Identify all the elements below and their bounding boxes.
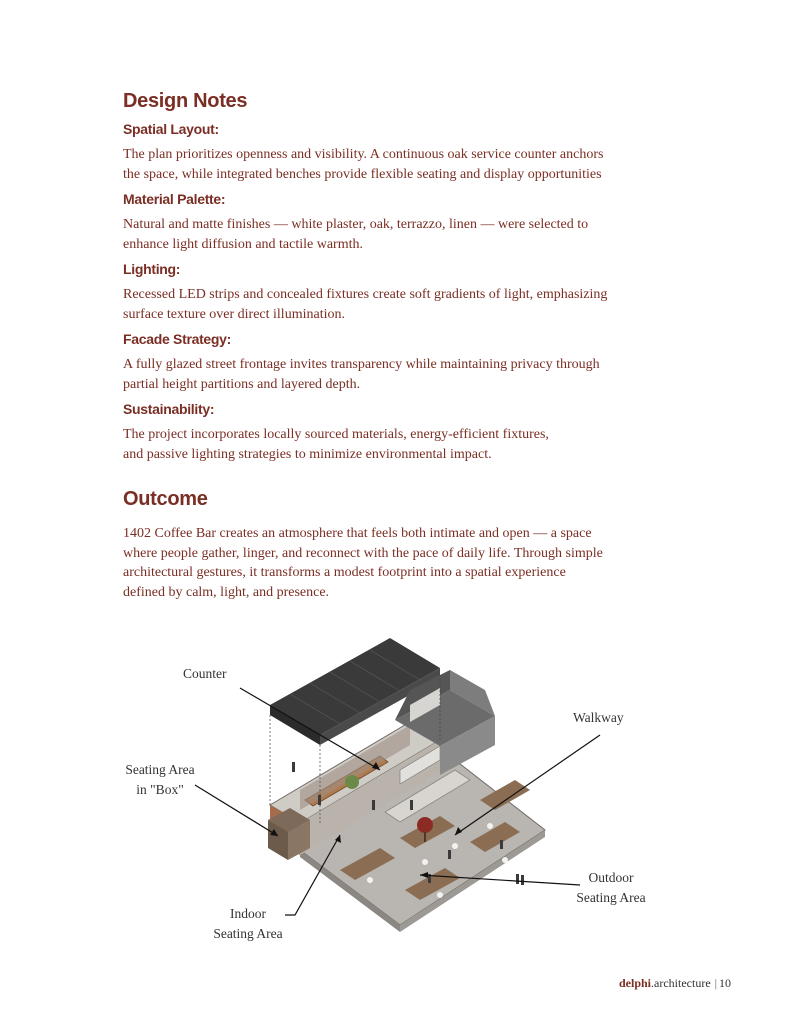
material-palette-heading: Material Palette:: [123, 191, 226, 207]
spatial-layout-text: [123, 145, 683, 184]
page-number: 10: [719, 976, 732, 990]
sustainability-heading: Sustainability:: [123, 401, 215, 417]
outcome-text: [123, 524, 683, 602]
outcome-title: Outcome: [123, 488, 208, 510]
counter-label: Counter: [183, 666, 227, 681]
footer-separator: |: [714, 976, 718, 990]
sustainability-text: [123, 425, 683, 464]
facade-strategy-line-1: A fully glazed street frontage invites transparency while maintaining privacy through: [123, 357, 600, 372]
facade-strategy-line-2: partial height partitions and layered depth.: [123, 376, 361, 392]
indoor-seating-label-line-2: Seating Area: [213, 926, 283, 941]
outdoor-seating-label: [563, 868, 659, 908]
lighting-text: [123, 285, 683, 324]
indoor-seating-label-line-1: Indoor: [230, 906, 266, 921]
facade-strategy-heading: Facade Strategy:: [123, 331, 232, 347]
outcome-line-2: where people gather, linger, and reconnect with the pace of daily life. Through simple: [123, 545, 603, 561]
page-footer: [619, 976, 731, 991]
spatial-layout-line-1: The plan prioritizes openness and visibility. A continuous oak service counter anchors: [123, 147, 604, 162]
footer-brand: delphi: [619, 976, 652, 990]
footer-brand-suffix: .architecture: [651, 976, 711, 990]
outdoor-seating-label-line-2: Seating Area: [576, 890, 646, 905]
spatial-layout-line-2: the space, while integrated benches provide flexible seating and display opportunities: [123, 166, 602, 182]
lighting-heading: Lighting:: [123, 261, 181, 277]
material-palette-text: [123, 215, 683, 254]
sustainability-line-1: The project incorporates locally sourced materials, energy-efficient fixtures,: [123, 427, 549, 442]
outcome-line-1: 1402 Coffee Bar creates an atmosphere that feels both intimate and open — a space: [123, 526, 592, 541]
lighting-line-2: surface texture over direct illumination.: [123, 306, 345, 322]
material-palette-line-1: Natural and matte finishes — white plaster, oak, terrazzo, linen — were selected to: [123, 217, 589, 232]
design-notes-title: Design Notes: [123, 90, 248, 112]
material-palette-line-2: enhance light diffusion and tactile warmth.: [123, 236, 364, 252]
facade-strategy-text: [123, 355, 683, 394]
sustainability-line-2: and passive lighting strategies to minimize environmental impact.: [123, 446, 492, 462]
seating-box-label-line-2: in "Box": [136, 782, 184, 797]
seating-box-label-line-1: Seating Area: [125, 762, 195, 777]
outcome-line-4: defined by calm, light, and presence.: [123, 584, 330, 600]
walkway-label: Walkway: [573, 710, 624, 725]
lighting-line-1: Recessed LED strips and concealed fixtures create soft gradients of light, emphasizing: [123, 287, 608, 302]
indoor-seating-label: [200, 904, 296, 944]
outdoor-seating-label-line-1: Outdoor: [588, 870, 634, 885]
seating-box-label: [112, 760, 208, 800]
outcome-line-3: architectural gestures, it transforms a modest footprint into a spatial experience: [123, 565, 566, 580]
spatial-layout-heading: Spatial Layout:: [123, 121, 219, 137]
